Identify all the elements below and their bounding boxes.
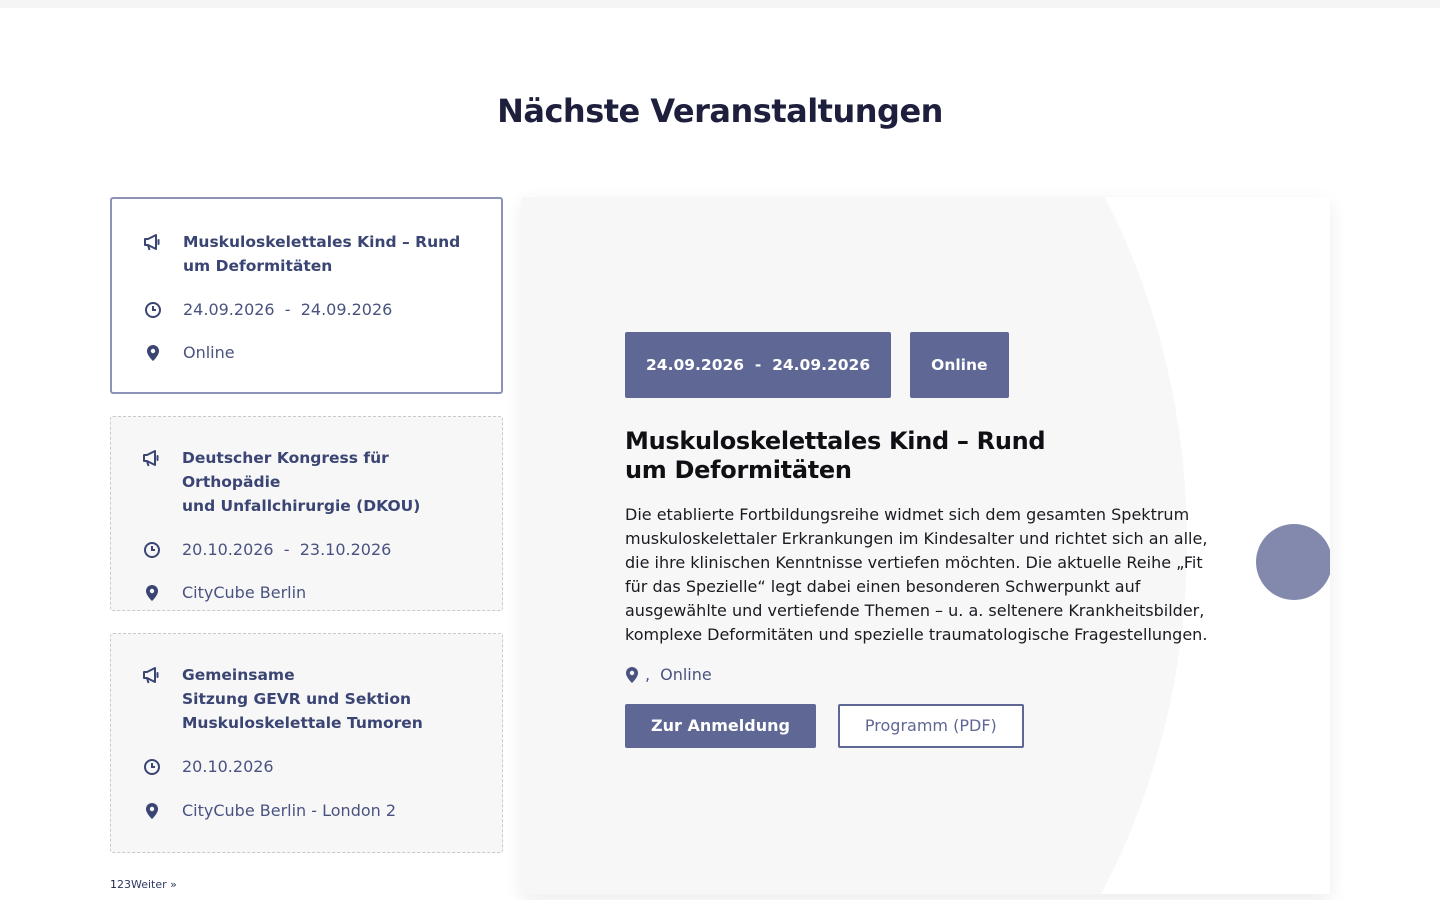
slider-next-button[interactable] bbox=[1256, 524, 1330, 600]
megaphone-icon bbox=[142, 231, 164, 253]
detail-title: Muskuloskelettales Kind – Rund um Deformitäten bbox=[625, 427, 1046, 484]
event-detail-content bbox=[625, 332, 1225, 748]
pagination bbox=[110, 878, 177, 891]
detail-location-tag: Online bbox=[910, 332, 1008, 398]
event-list bbox=[110, 197, 503, 853]
map-pin-icon bbox=[142, 342, 164, 364]
event-location: CityCube Berlin - London 2 bbox=[182, 801, 397, 820]
page-title: Nächste Veranstaltungen bbox=[497, 92, 943, 130]
detail-location-row bbox=[625, 665, 1225, 684]
event-title: Deutscher Kongress für Orthopädie und Unfallchirurgie (DKOU) bbox=[182, 449, 421, 515]
event-date: 20.10.2026 bbox=[182, 757, 274, 776]
detail-actions bbox=[625, 704, 1225, 748]
map-pin-icon bbox=[141, 582, 163, 604]
event-detail-panel bbox=[522, 197, 1330, 894]
event-date: 24.09.2026 - 24.09.2026 bbox=[183, 300, 393, 319]
detail-location-separator: , bbox=[645, 665, 651, 684]
map-pin-icon bbox=[625, 666, 639, 684]
event-card[interactable] bbox=[110, 197, 503, 394]
event-date-row bbox=[141, 539, 482, 561]
event-title: Muskuloskelettales Kind – Rund um Deformitäten bbox=[183, 233, 461, 275]
register-button[interactable]: Zur Anmeldung bbox=[625, 704, 816, 748]
event-date-row bbox=[141, 756, 482, 778]
event-card[interactable] bbox=[110, 416, 503, 611]
event-title: Gemeinsame Sitzung GEVR und Sektion Muskuloskelettale Tumoren bbox=[182, 666, 423, 732]
event-location-row bbox=[142, 342, 481, 364]
clock-icon bbox=[141, 756, 163, 778]
event-location: Online bbox=[183, 343, 235, 362]
event-date: 20.10.2026 - 23.10.2026 bbox=[182, 540, 392, 559]
event-title-row bbox=[141, 417, 482, 518]
detail-tags bbox=[625, 332, 1225, 398]
top-bar bbox=[0, 0, 1440, 8]
page-link-2[interactable]: 2 bbox=[117, 878, 124, 891]
next-page-link[interactable]: Weiter » bbox=[131, 878, 177, 891]
event-location-row bbox=[141, 800, 482, 822]
map-pin-icon bbox=[141, 800, 163, 822]
megaphone-icon bbox=[141, 664, 163, 686]
event-date-row bbox=[142, 299, 481, 321]
event-card[interactable] bbox=[110, 633, 503, 853]
program-pdf-button[interactable]: Programm (PDF) bbox=[838, 704, 1024, 748]
detail-date-tag: 24.09.2026 - 24.09.2026 bbox=[625, 332, 891, 398]
megaphone-icon bbox=[141, 447, 163, 469]
event-location-row bbox=[141, 582, 482, 604]
detail-description: Die etablierte Fortbildungsreihe widmet sich dem gesamten Spektrum muskuloskelettaler Erkrankungen im Kindesalter und richtet sich an alle, die ihre klinischen Kenntnisse vertiefen möchten. Die aktuelle Reihe „Fit für das Spezielle“ legt dabei einen besonderen Schwerpunkt auf ausgewählte und vertiefende Themen – u. a. seltenere Krankheitsbilder, komplexe Deformitäten und spezielle traumatologische Fragestellungen. bbox=[625, 505, 1208, 644]
event-title-row bbox=[142, 199, 481, 278]
clock-icon bbox=[142, 299, 164, 321]
page-link-3[interactable]: 3 bbox=[124, 878, 131, 891]
event-location: CityCube Berlin bbox=[182, 583, 307, 602]
detail-location: Online bbox=[660, 665, 712, 684]
event-title-row bbox=[141, 634, 482, 735]
clock-icon bbox=[141, 539, 163, 561]
page-link-1[interactable]: 1 bbox=[110, 878, 117, 891]
slider-nav-wrapper bbox=[1256, 520, 1330, 604]
